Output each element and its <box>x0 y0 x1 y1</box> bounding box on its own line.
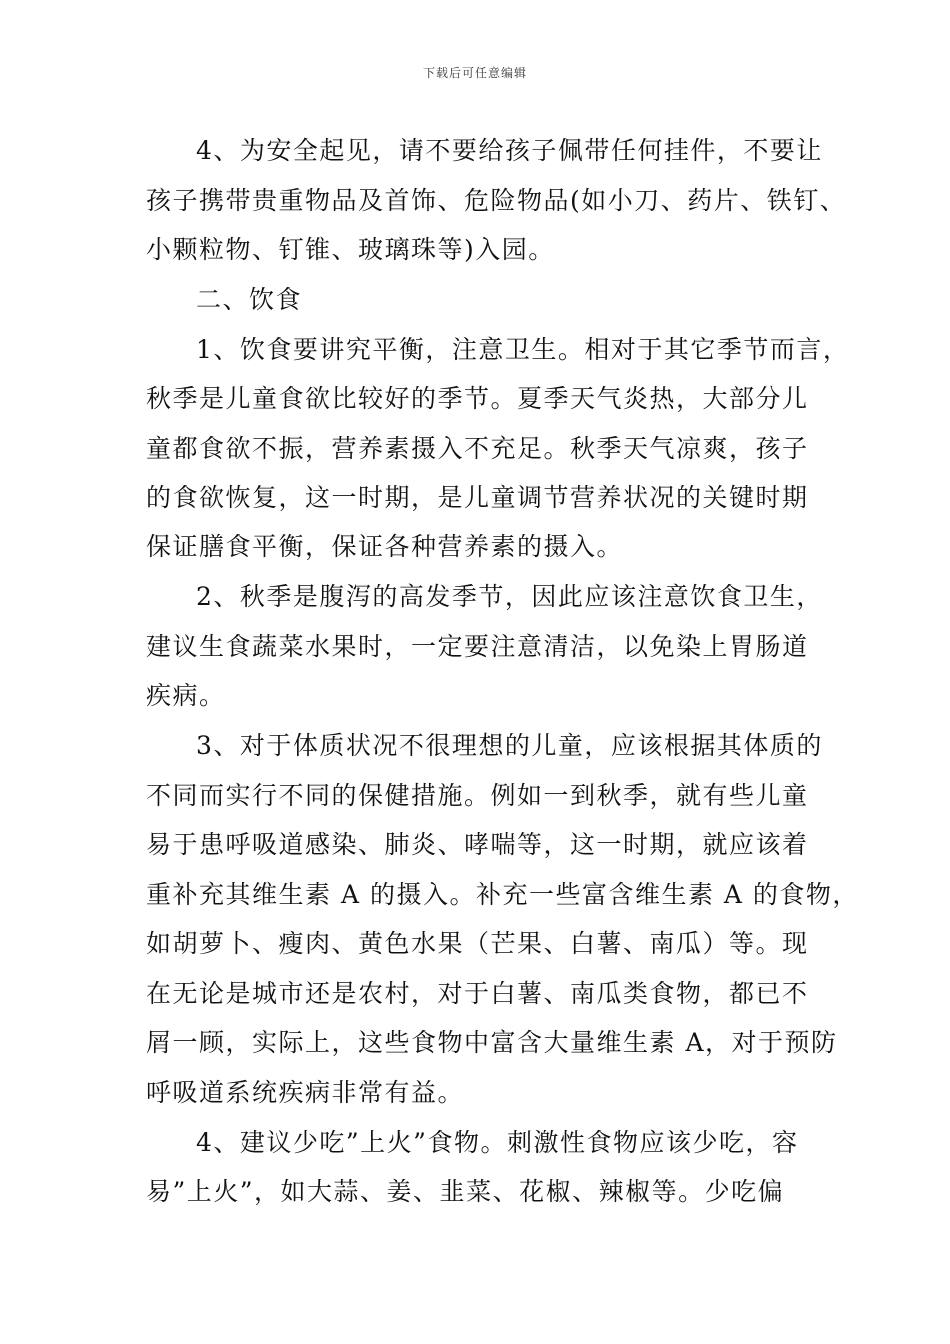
text-line: 保证膳食平衡，保证各种营养素的摄入。 <box>146 532 624 561</box>
text-line: 建议生食蔬菜水果时，一定要注意清洁，以免染上胃肠道 <box>146 632 809 661</box>
text-line: 如胡萝卜、瘦肉、黄色水果（芒果、白薯、南瓜）等。现 <box>146 929 809 958</box>
text-line: 重补充其维生素 A 的摄入。补充一些富含维生素 A 的食物， <box>146 880 859 909</box>
text-line: 4、建议少吃”上火”食物。刺激性食物应该少吃，容 <box>196 1128 799 1157</box>
page-header: 下载后可任意编辑 <box>422 66 527 80</box>
text-line: 3、对于体质状况不很理想的儿童，应该根据其体质的 <box>196 731 823 760</box>
text-line: 小颗粒物、钉锥、玻璃珠等)入园。 <box>146 235 555 264</box>
text-line: 呼吸道系统疾病非常有益。 <box>146 1078 465 1107</box>
text-line: 1、饮食要讲究平衡，注意卫生。相对于其它季节而言， <box>196 335 850 364</box>
text-line: 秋季是儿童食欲比较好的季节。夏季天气炎热，大部分儿 <box>146 384 809 413</box>
section-heading: 二、饮食 <box>196 285 303 314</box>
text-line: 易于患呼吸道感染、肺炎、哮喘等，这一时期，就应该着 <box>146 830 809 859</box>
text-line: 4、为安全起见，请不要给孩子佩带任何挂件，不要让 <box>196 136 823 165</box>
text-line: 的食欲恢复，这一时期，是儿童调节营养状况的关键时期 <box>146 483 809 512</box>
text-line: 不同而实行不同的保健措施。例如一到秋季，就有些儿童 <box>146 781 809 810</box>
text-line: 疾病。 <box>146 681 226 710</box>
text-line: 孩子携带贵重物品及首饰、危险物品(如小刀、药片、铁钉、 <box>146 186 847 215</box>
text-line: 屑一顾，实际上，这些食物中富含大量维生素 A，对于预防 <box>146 1028 838 1057</box>
text-line: 2、秋季是腹泻的高发季节，因此应该注意饮食卫生， <box>196 582 823 611</box>
text-line: 在无论是城市还是农村，对于白薯、南瓜类食物，都已不 <box>146 979 809 1008</box>
text-line: 童都食欲不振，营养素摄入不充足。秋季天气凉爽，孩子 <box>146 434 809 463</box>
text-line: 易”上火”，如大蒜、姜、韭菜、花椒、辣椒等。少吃偏 <box>146 1177 785 1206</box>
